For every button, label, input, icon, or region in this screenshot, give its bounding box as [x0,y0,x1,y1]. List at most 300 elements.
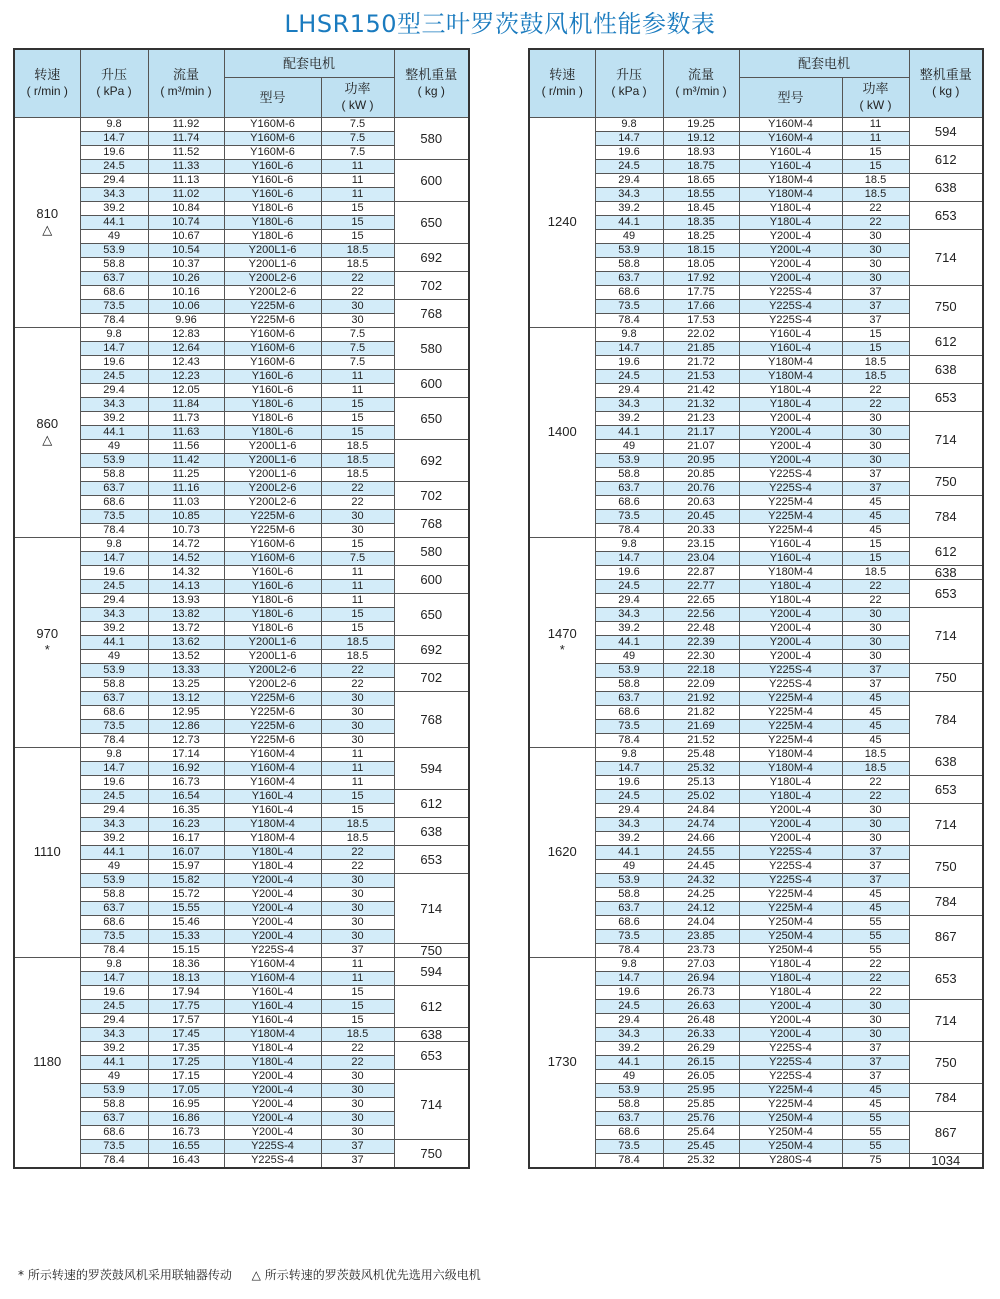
speed-cell: 1730 [529,957,595,1168]
flow-cell: 22.77 [663,579,739,593]
motor-power-cell: 30 [321,915,394,929]
motor-model-cell: Y200L-4 [739,1013,842,1027]
motor-model-cell: Y200L-4 [739,453,842,467]
weight-cell: 653 [909,383,983,411]
weight-cell: 692 [394,439,469,481]
table-row [14,1027,469,1041]
flow-cell: 9.96 [148,313,224,327]
pressure-cell: 9.8 [595,117,663,131]
motor-power-cell: 11 [321,957,394,971]
pressure-cell: 63.7 [595,481,663,495]
motor-model-cell: Y250M-4 [739,1125,842,1139]
pressure-cell: 49 [595,439,663,453]
flow-cell: 18.25 [663,229,739,243]
pressure-cell: 78.4 [595,943,663,957]
table-row [14,159,469,173]
header-flow: 流量 ( m³/min ) [148,49,224,117]
weight-cell: 638 [909,173,983,201]
flow-cell: 12.64 [148,341,224,355]
table-row [14,369,469,383]
weight-cell: 784 [909,1083,983,1111]
motor-model-cell: Y225S-4 [739,1069,842,1083]
motor-power-cell: 30 [842,243,909,257]
table-row [14,327,469,341]
flow-cell: 17.53 [663,313,739,327]
pressure-cell: 9.8 [595,537,663,551]
flow-cell: 10.06 [148,299,224,313]
motor-model-cell: Y225S-4 [739,1055,842,1069]
motor-power-cell: 18.5 [321,453,394,467]
table-row [529,383,983,397]
motor-power-cell: 15 [842,551,909,565]
flow-cell: 26.29 [663,1041,739,1055]
motor-power-cell: 37 [321,1153,394,1168]
motor-power-cell: 11 [842,131,909,145]
pressure-cell: 49 [80,859,148,873]
motor-model-cell: Y160L-6 [224,187,321,201]
motor-model-cell: Y225M-4 [739,1083,842,1097]
weight-cell: 653 [394,1041,469,1069]
motor-power-cell: 18.5 [321,467,394,481]
pressure-cell: 53.9 [80,243,148,257]
motor-power-cell: 22 [842,593,909,607]
motor-power-cell: 30 [321,299,394,313]
motor-power-cell: 30 [321,873,394,887]
pressure-cell: 63.7 [80,481,148,495]
header-weight: 整机重量 ( kg ) [909,49,983,117]
motor-model-cell: Y200L-4 [739,831,842,845]
pressure-cell: 44.1 [595,425,663,439]
flow-cell: 18.05 [663,257,739,271]
motor-power-cell: 15 [321,621,394,635]
flow-cell: 22.30 [663,649,739,663]
motor-model-cell: Y200L1-6 [224,243,321,257]
flow-cell: 25.85 [663,1097,739,1111]
motor-power-cell: 22 [842,579,909,593]
flow-cell: 24.32 [663,873,739,887]
motor-power-cell: 30 [842,999,909,1013]
motor-model-cell: Y225M-6 [224,523,321,537]
motor-model-cell: Y160L-6 [224,383,321,397]
motor-power-cell: 18.5 [842,761,909,775]
motor-power-cell: 45 [842,887,909,901]
motor-model-cell: Y160L-4 [739,341,842,355]
pressure-cell: 78.4 [80,943,148,957]
table-row [529,691,983,705]
motor-power-cell: 30 [842,271,909,285]
flow-cell: 11.73 [148,411,224,425]
pressure-cell: 58.8 [80,467,148,481]
motor-model-cell: Y200L2-6 [224,677,321,691]
motor-model-cell: Y160L-4 [224,789,321,803]
flow-cell: 22.09 [663,677,739,691]
flow-cell: 10.26 [148,271,224,285]
footnote-six-pole: △ 所示转速的罗茨鼓风机优先选用六级电机 [251,1268,481,1282]
flow-cell: 15.46 [148,915,224,929]
flow-cell: 12.83 [148,327,224,341]
flow-cell: 10.85 [148,509,224,523]
motor-power-cell: 18.5 [842,355,909,369]
pressure-cell: 14.7 [80,761,148,775]
motor-model-cell: Y180L-4 [739,201,842,215]
motor-model-cell: Y180L-6 [224,593,321,607]
table-row [529,887,983,901]
flow-cell: 12.05 [148,383,224,397]
pressure-cell: 68.6 [595,915,663,929]
pressure-cell: 58.8 [80,257,148,271]
weight-cell: 784 [909,495,983,537]
flow-cell: 21.53 [663,369,739,383]
flow-cell: 21.32 [663,397,739,411]
motor-power-cell: 11 [321,173,394,187]
pressure-cell: 19.6 [80,775,148,789]
pressure-cell: 63.7 [80,1111,148,1125]
flow-cell: 11.33 [148,159,224,173]
weight-cell: 702 [394,271,469,299]
pressure-cell: 68.6 [80,495,148,509]
motor-power-cell: 15 [321,607,394,621]
motor-power-cell: 30 [321,509,394,523]
flow-cell: 20.45 [663,509,739,523]
flow-cell: 16.73 [148,775,224,789]
motor-model-cell: Y225S-4 [739,663,842,677]
flow-cell: 12.23 [148,369,224,383]
motor-model-cell: Y200L1-6 [224,635,321,649]
flow-cell: 26.48 [663,1013,739,1027]
pressure-cell: 24.5 [80,369,148,383]
flow-cell: 22.87 [663,565,739,579]
flow-cell: 11.74 [148,131,224,145]
table-row [14,299,469,313]
pressure-cell: 44.1 [80,635,148,649]
flow-cell: 18.15 [663,243,739,257]
motor-model-cell: Y180M-4 [739,369,842,383]
pressure-cell: 58.8 [80,887,148,901]
table-row [529,565,983,579]
flow-cell: 25.32 [663,1153,739,1168]
motor-power-cell: 37 [842,873,909,887]
motor-power-cell: 22 [321,481,394,495]
weight-cell: 612 [909,327,983,355]
motor-power-cell: 30 [842,453,909,467]
motor-power-cell: 45 [842,733,909,747]
flow-cell: 10.74 [148,215,224,229]
flow-cell: 24.74 [663,817,739,831]
weight-cell: 638 [394,817,469,845]
weight-cell: 600 [394,159,469,201]
pressure-cell: 49 [80,649,148,663]
weight-cell: 653 [909,201,983,229]
flow-cell: 24.12 [663,901,739,915]
motor-power-cell: 15 [321,201,394,215]
motor-power-cell: 11 [321,187,394,201]
flow-cell: 13.93 [148,593,224,607]
motor-model-cell: Y225M-4 [739,887,842,901]
pressure-cell: 73.5 [80,509,148,523]
pressure-cell: 53.9 [80,1083,148,1097]
motor-power-cell: 22 [842,201,909,215]
pressure-cell: 34.3 [595,607,663,621]
pressure-cell: 14.7 [595,971,663,985]
pressure-cell: 39.2 [595,621,663,635]
flow-cell: 17.35 [148,1041,224,1055]
motor-model-cell: Y180L-4 [739,383,842,397]
flow-cell: 17.05 [148,1083,224,1097]
pressure-cell: 24.5 [595,999,663,1013]
pressure-cell: 34.3 [80,1027,148,1041]
weight-cell: 784 [909,691,983,747]
weight-cell: 638 [394,1027,469,1041]
header-weight: 整机重量 ( kg ) [394,49,469,117]
motor-model-cell: Y200L1-6 [224,467,321,481]
pressure-cell: 53.9 [80,453,148,467]
flow-cell: 10.16 [148,285,224,299]
weight-cell: 714 [909,803,983,845]
motor-model-cell: Y160L-4 [224,803,321,817]
flow-cell: 24.45 [663,859,739,873]
table-row [529,411,983,425]
table-row [14,873,469,887]
pressure-cell: 24.5 [595,789,663,803]
motor-power-cell: 15 [321,999,394,1013]
motor-power-cell: 37 [842,481,909,495]
pressure-cell: 78.4 [80,523,148,537]
motor-model-cell: Y160L-4 [224,985,321,999]
flow-cell: 13.62 [148,635,224,649]
motor-power-cell: 11 [321,383,394,397]
motor-model-cell: Y200L-4 [224,1111,321,1125]
motor-model-cell: Y160L-6 [224,565,321,579]
motor-model-cell: Y180L-4 [739,397,842,411]
flow-cell: 27.03 [663,957,739,971]
motor-model-cell: Y225S-4 [739,859,842,873]
motor-model-cell: Y160M-6 [224,327,321,341]
pressure-cell: 73.5 [80,929,148,943]
motor-model-cell: Y160M-4 [224,971,321,985]
motor-power-cell: 11 [321,579,394,593]
motor-model-cell: Y180L-6 [224,411,321,425]
flow-cell: 12.43 [148,355,224,369]
pressure-cell: 39.2 [80,621,148,635]
pressure-cell: 39.2 [80,201,148,215]
flow-cell: 22.02 [663,327,739,341]
motor-model-cell: Y160L-4 [739,145,842,159]
motor-model-cell: Y200L-4 [224,1097,321,1111]
table-row [529,747,983,761]
motor-model-cell: Y200L1-6 [224,649,321,663]
pressure-cell: 68.6 [595,705,663,719]
motor-power-cell: 45 [842,691,909,705]
weight-cell: 714 [909,229,983,285]
table-row [14,439,469,453]
flow-cell: 18.45 [663,201,739,215]
motor-model-cell: Y160L-4 [224,999,321,1013]
flow-cell: 13.52 [148,649,224,663]
table-row [14,1139,469,1153]
weight-cell: 714 [394,1069,469,1139]
flow-cell: 26.63 [663,999,739,1013]
pressure-cell: 14.7 [80,341,148,355]
motor-power-cell: 22 [321,1055,394,1069]
flow-cell: 25.64 [663,1125,739,1139]
flow-cell: 26.05 [663,1069,739,1083]
motor-power-cell: 18.5 [842,173,909,187]
flow-cell: 10.54 [148,243,224,257]
motor-power-cell: 15 [321,803,394,817]
motor-power-cell: 7.5 [321,117,394,131]
motor-power-cell: 22 [321,1041,394,1055]
motor-model-cell: Y160M-4 [224,957,321,971]
motor-power-cell: 22 [321,845,394,859]
weight-cell: 653 [909,957,983,999]
flow-cell: 11.84 [148,397,224,411]
pressure-cell: 63.7 [80,901,148,915]
flow-cell: 21.07 [663,439,739,453]
motor-power-cell: 22 [842,383,909,397]
pressure-cell: 58.8 [80,1097,148,1111]
motor-power-cell: 18.5 [321,439,394,453]
motor-model-cell: Y225M-4 [739,901,842,915]
motor-power-cell: 75 [842,1153,909,1168]
flow-cell: 15.82 [148,873,224,887]
speed-cell: 1400 [529,327,595,537]
motor-power-cell: 18.5 [321,649,394,663]
flow-cell: 16.86 [148,1111,224,1125]
motor-model-cell: Y160L-6 [224,173,321,187]
motor-model-cell: Y225M-6 [224,509,321,523]
motor-power-cell: 30 [321,929,394,943]
speed-cell: 1620 [529,747,595,957]
motor-power-cell: 30 [842,621,909,635]
motor-model-cell: Y200L-4 [739,621,842,635]
speed-cell: 810 △ [14,117,80,327]
pressure-cell: 53.9 [595,1083,663,1097]
pressure-cell: 58.8 [80,677,148,691]
pressure-cell: 44.1 [80,1055,148,1069]
table-row [529,1111,983,1125]
flow-cell: 11.16 [148,481,224,495]
motor-model-cell: Y160L-4 [739,159,842,173]
motor-model-cell: Y180L-4 [739,593,842,607]
motor-power-cell: 7.5 [321,131,394,145]
pressure-cell: 24.5 [595,369,663,383]
table-row [14,635,469,649]
flow-cell: 11.03 [148,495,224,509]
table-row [529,579,983,593]
motor-power-cell: 11 [321,775,394,789]
motor-power-cell: 18.5 [842,747,909,761]
parameter-table-right [528,48,984,1169]
motor-power-cell: 55 [842,1125,909,1139]
pressure-cell: 78.4 [80,1153,148,1168]
weight-cell: 580 [394,537,469,565]
motor-model-cell: Y160M-6 [224,551,321,565]
table-row [529,845,983,859]
flow-cell: 11.42 [148,453,224,467]
table-row [529,999,983,1013]
pressure-cell: 63.7 [595,901,663,915]
motor-model-cell: Y200L1-6 [224,439,321,453]
motor-model-cell: Y160M-4 [224,747,321,761]
pressure-cell: 14.7 [80,971,148,985]
weight-cell: 768 [394,509,469,537]
motor-model-cell: Y200L-4 [224,887,321,901]
footnote-coupling: * 所示转速的罗茨鼓风机采用联轴器传动 [18,1268,232,1282]
pressure-cell: 24.5 [595,579,663,593]
table-row [14,397,469,411]
flow-cell: 21.72 [663,355,739,369]
motor-model-cell: Y225M-4 [739,495,842,509]
header-model: 型号 [739,77,842,117]
pressure-cell: 39.2 [80,1041,148,1055]
weight-cell: 650 [394,397,469,439]
weight-cell: 594 [909,117,983,145]
flow-cell: 21.52 [663,733,739,747]
table-row [529,495,983,509]
motor-model-cell: Y160M-4 [224,761,321,775]
pressure-cell: 9.8 [80,327,148,341]
flow-cell: 14.32 [148,565,224,579]
weight-cell: 702 [394,663,469,691]
flow-cell: 20.76 [663,481,739,495]
motor-power-cell: 45 [842,719,909,733]
motor-power-cell: 55 [842,929,909,943]
speed-cell: 1470 * [529,537,595,747]
header-pressure: 升压 ( kPa ) [80,49,148,117]
motor-model-cell: Y280S-4 [739,1153,842,1168]
motor-power-cell: 22 [321,677,394,691]
flow-cell: 20.85 [663,467,739,481]
pressure-cell: 78.4 [595,313,663,327]
pressure-cell: 49 [80,229,148,243]
flow-cell: 16.43 [148,1153,224,1168]
table-row [14,663,469,677]
pressure-cell: 53.9 [595,663,663,677]
motor-model-cell: Y225M-4 [739,733,842,747]
motor-model-cell: Y225M-4 [739,691,842,705]
flow-cell: 26.15 [663,1055,739,1069]
pressure-cell: 19.6 [80,565,148,579]
flow-cell: 21.85 [663,341,739,355]
motor-model-cell: Y180L-6 [224,425,321,439]
motor-power-cell: 30 [321,1097,394,1111]
motor-power-cell: 30 [321,887,394,901]
motor-power-cell: 22 [321,285,394,299]
header-pressure: 升压 ( kPa ) [595,49,663,117]
table-row [529,355,983,369]
motor-power-cell: 45 [842,509,909,523]
table-row [529,957,983,971]
pressure-cell: 9.8 [595,327,663,341]
flow-cell: 21.69 [663,719,739,733]
motor-model-cell: Y180L-4 [739,775,842,789]
pressure-cell: 53.9 [595,873,663,887]
motor-model-cell: Y180L-4 [739,215,842,229]
motor-power-cell: 30 [321,1083,394,1097]
flow-cell: 17.92 [663,271,739,285]
weight-cell: 638 [909,565,983,579]
flow-cell: 11.52 [148,145,224,159]
motor-model-cell: Y225M-6 [224,299,321,313]
motor-power-cell: 30 [842,803,909,817]
weight-cell: 750 [394,943,469,957]
motor-model-cell: Y160M-6 [224,341,321,355]
pressure-cell: 44.1 [80,845,148,859]
weight-cell: 600 [394,565,469,593]
table-row [529,1153,983,1168]
table-row [529,229,983,243]
motor-power-cell: 22 [842,957,909,971]
